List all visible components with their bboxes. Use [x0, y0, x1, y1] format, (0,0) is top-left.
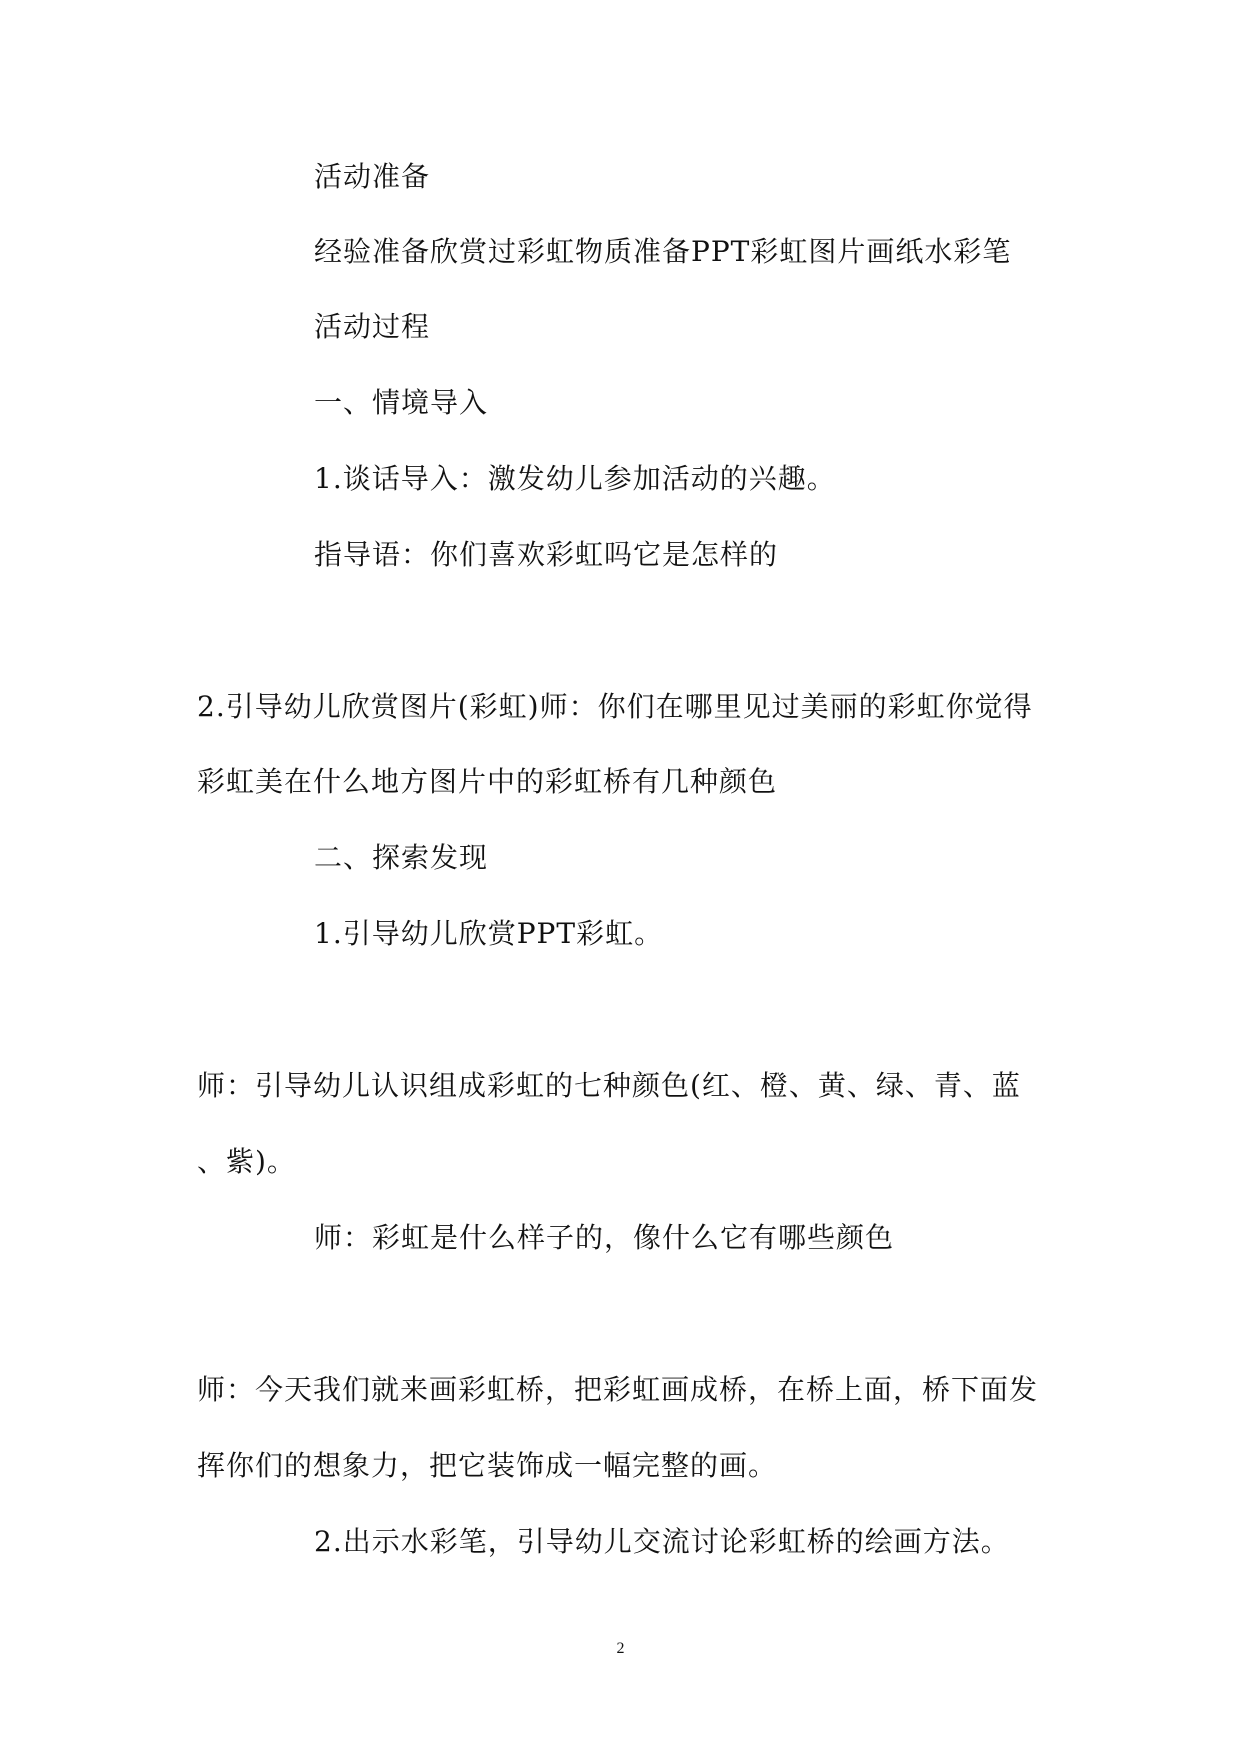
paragraph-conversation-introduction: 1.谈话导入：激发幼儿参加活动的兴趣。 — [314, 462, 836, 495]
paragraph-rainbow-shape-question: 师：彩虹是什么样子的，像什么它有哪些颜色 — [314, 1221, 895, 1254]
paragraph-seven-colors-line1: 师：引导幼儿认识组成彩虹的七种颜色(红、橙、黄、绿、青、蓝 — [197, 1069, 1021, 1102]
paragraph-seven-colors-line2: 、紫)。 — [197, 1145, 296, 1178]
heading-situation-introduction: 一、情境导入 — [314, 386, 489, 419]
heading-activity-process: 活动过程 — [314, 310, 431, 343]
paragraph-preparation-details: 经验准备欣赏过彩虹物质准备PPT彩虹图片画纸水彩笔 — [314, 235, 1012, 268]
paragraph-appreciate-ppt: 1.引导幼儿欣赏PPT彩虹。 — [314, 917, 664, 950]
heading-explore-discover: 二、探索发现 — [314, 841, 489, 874]
paragraph-guidance-question: 指导语：你们喜欢彩虹吗它是怎样的 — [314, 538, 779, 571]
paragraph-draw-bridge-line2: 挥你们的想象力，把它装饰成一幅完整的画。 — [197, 1449, 778, 1482]
heading-activity-preparation: 活动准备 — [314, 160, 431, 193]
paragraph-appreciate-pictures-line1: 2.引导幼儿欣赏图片(彩虹)师：你们在哪里见过美丽的彩虹你觉得 — [197, 690, 1033, 723]
paragraph-appreciate-pictures-line2: 彩虹美在什么地方图片中的彩虹桥有几种颜色 — [197, 765, 778, 798]
paragraph-show-watercolor-pens: 2.出示水彩笔，引导幼儿交流讨论彩虹桥的绘画方法。 — [314, 1525, 1010, 1558]
paragraph-draw-bridge-line1: 师：今天我们就来画彩虹桥，把彩虹画成桥，在桥上面，桥下面发 — [197, 1373, 1039, 1406]
page-number: 2 — [616, 1640, 625, 1657]
